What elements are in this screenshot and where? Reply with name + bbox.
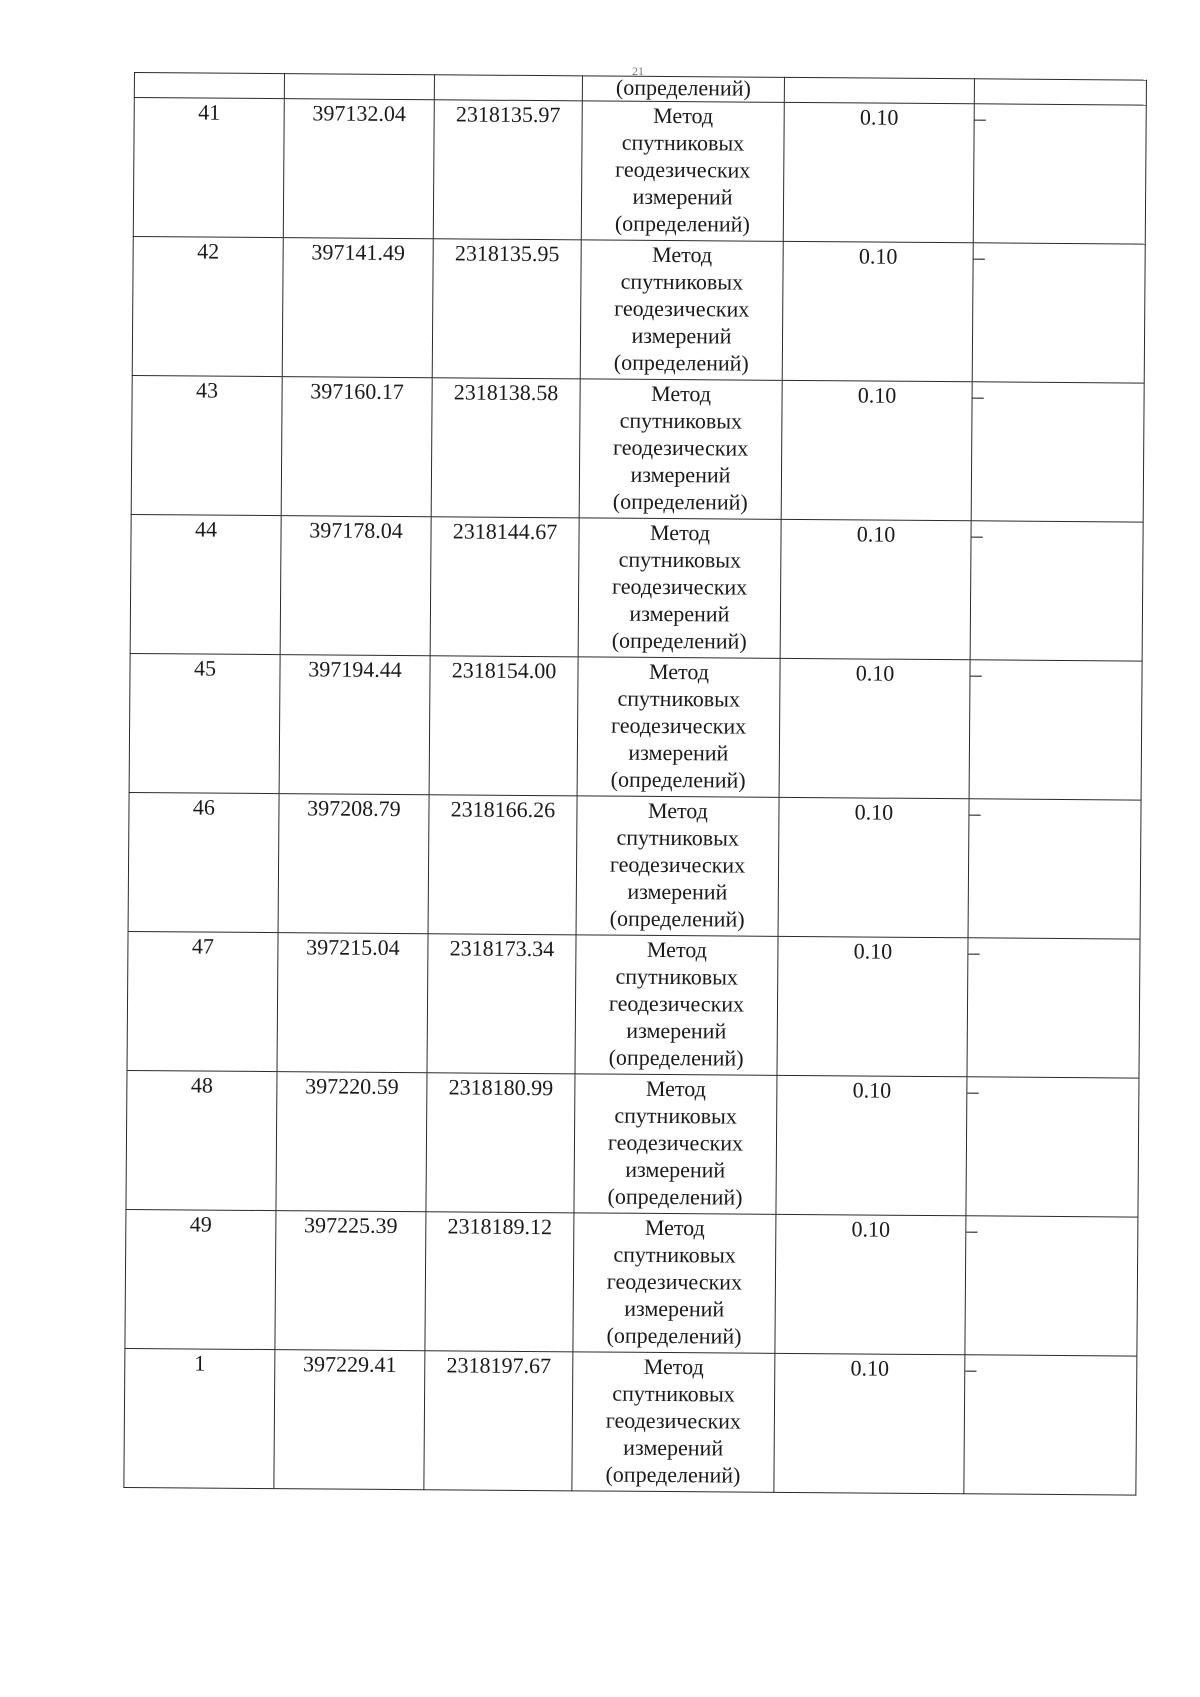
x-coordinate-cell: 397229.41 xyxy=(274,1350,425,1490)
x-coordinate-cell: 397160.17 xyxy=(281,377,432,517)
method-cell xyxy=(573,1213,776,1354)
method-line: измерений xyxy=(629,600,730,627)
accuracy-cell: 0.10 xyxy=(780,519,971,659)
accuracy-cell: 0.10 xyxy=(781,380,972,520)
description-cell: – xyxy=(970,521,1143,661)
table-row xyxy=(127,931,1140,1078)
cell-empty xyxy=(784,77,974,103)
accuracy-cell: 0.10 xyxy=(783,102,974,242)
point-number-cell: 49 xyxy=(125,1209,276,1349)
method-line: (определений) xyxy=(608,1044,744,1071)
x-coordinate-cell: 397141.49 xyxy=(282,238,433,378)
cell-empty xyxy=(284,74,434,100)
table-row xyxy=(131,375,1144,522)
y-coordinate-cell: 2318197.67 xyxy=(424,1351,573,1491)
accuracy-cell: 0.10 xyxy=(774,1353,965,1493)
method-line: спутниковых xyxy=(620,268,744,295)
method-line: (определений) xyxy=(606,1322,742,1349)
x-coordinate-cell: 397208.79 xyxy=(278,794,429,934)
description-cell: – xyxy=(969,660,1142,800)
x-coordinate-cell: 397220.59 xyxy=(276,1072,427,1212)
description-cell: – xyxy=(972,243,1145,383)
method-line: измерений xyxy=(626,1017,727,1044)
point-number-cell: 46 xyxy=(128,792,279,932)
method-line: измерений xyxy=(625,1156,726,1183)
method-line: Метод xyxy=(646,936,707,963)
y-coordinate-cell: 2318135.95 xyxy=(432,239,581,379)
accuracy-cell: 0.10 xyxy=(776,1075,967,1215)
method-cell xyxy=(576,796,779,937)
method-cell xyxy=(579,379,782,520)
accuracy-cell: 0.10 xyxy=(775,1214,966,1354)
point-number-cell: 43 xyxy=(131,375,282,515)
point-number-cell: 44 xyxy=(130,514,281,654)
point-number-cell: 41 xyxy=(133,98,284,238)
point-number-cell: 42 xyxy=(132,236,283,376)
table-body xyxy=(124,73,1147,1496)
method-line: геодезических xyxy=(614,295,750,322)
method-line: Метод xyxy=(651,380,712,407)
y-coordinate-cell: 2318173.34 xyxy=(427,934,576,1074)
method-cell xyxy=(578,518,781,659)
y-coordinate-cell: 2318154.00 xyxy=(429,656,578,796)
method-line: измерений xyxy=(627,878,728,905)
x-coordinate-cell: 397194.44 xyxy=(279,655,430,795)
table-row xyxy=(130,514,1143,661)
method-line: Метод xyxy=(649,519,711,546)
method-cell xyxy=(574,1074,777,1215)
method-line: геодезических xyxy=(609,851,746,878)
y-coordinate-cell: 2318189.12 xyxy=(425,1212,574,1352)
cell-empty xyxy=(134,73,284,99)
cell-empty xyxy=(434,75,582,101)
y-coordinate-cell: 2318144.67 xyxy=(430,517,579,657)
description-cell: – xyxy=(973,104,1146,244)
method-line: спутниковых xyxy=(616,824,740,851)
description-cell: – xyxy=(965,1216,1138,1356)
method-line: спутниковых xyxy=(619,407,743,434)
table-row xyxy=(133,98,1146,245)
method-line: спутниковых xyxy=(612,1380,735,1407)
method-line: измерений xyxy=(632,183,733,210)
accuracy-cell: 0.10 xyxy=(777,936,968,1076)
y-coordinate-cell: 2318138.58 xyxy=(431,378,580,518)
method-line: геодезических xyxy=(606,1268,743,1295)
method-cell xyxy=(572,1352,775,1493)
y-coordinate-cell: 2318180.99 xyxy=(426,1073,575,1213)
method-line: Метод xyxy=(643,1353,704,1380)
method-cell xyxy=(580,240,783,381)
method-line: Метод xyxy=(644,1214,705,1241)
table-row xyxy=(126,1070,1139,1217)
method-line: измерений xyxy=(624,1295,725,1322)
point-number-cell: 48 xyxy=(126,1070,277,1210)
method-line: Метод xyxy=(645,1075,706,1102)
method-line: (определений) xyxy=(613,349,749,376)
method-line: Метод xyxy=(647,797,709,824)
method-line: спутниковых xyxy=(614,1102,737,1129)
method-line: спутниковых xyxy=(615,963,739,990)
method-line: Метод xyxy=(653,102,714,129)
method-continuation-cell: (определений) xyxy=(582,76,784,103)
cell-empty xyxy=(974,79,1146,105)
accuracy-cell: 0.10 xyxy=(778,797,969,937)
method-line: геодезических xyxy=(611,573,748,600)
method-line: геодезических xyxy=(613,434,749,461)
x-coordinate-cell: 397225.39 xyxy=(275,1211,426,1351)
description-cell: – xyxy=(966,1077,1139,1217)
table-row xyxy=(129,653,1142,800)
method-line: спутниковых xyxy=(617,685,741,712)
x-coordinate-cell: 397132.04 xyxy=(283,99,434,239)
method-line: спутниковых xyxy=(613,1241,736,1268)
table-row xyxy=(128,792,1141,939)
method-line: измерений xyxy=(628,739,729,766)
method-line: (определений) xyxy=(614,210,750,237)
method-line: геодезических xyxy=(615,156,751,183)
y-coordinate-cell: 2318135.97 xyxy=(433,100,582,240)
method-line: Метод xyxy=(652,241,713,268)
point-number-cell: 1 xyxy=(124,1348,275,1488)
x-coordinate-cell: 397178.04 xyxy=(280,516,431,656)
method-line: измерений xyxy=(623,1434,724,1461)
method-line: измерений xyxy=(630,461,731,488)
description-cell: – xyxy=(964,1355,1137,1495)
method-line: (определений) xyxy=(609,905,745,932)
method-line: спутниковых xyxy=(618,546,742,573)
method-line: (определений) xyxy=(605,1461,741,1488)
accuracy-cell: 0.10 xyxy=(779,658,970,798)
description-cell: – xyxy=(967,938,1140,1078)
method-cell xyxy=(581,101,784,242)
method-line: (определений) xyxy=(607,1183,743,1210)
method-cell xyxy=(575,935,778,1076)
method-line: геодезических xyxy=(610,712,747,739)
point-number-cell: 45 xyxy=(129,653,280,793)
table-row xyxy=(124,1348,1137,1495)
table-wrapper xyxy=(123,72,1146,1496)
method-line: Метод xyxy=(648,658,710,685)
description-cell: – xyxy=(971,382,1144,522)
method-line: (определений) xyxy=(611,627,747,654)
method-line: геодезических xyxy=(608,990,745,1017)
method-line: измерений xyxy=(631,322,732,349)
method-line: (определений) xyxy=(612,488,748,515)
table-row xyxy=(125,1209,1138,1356)
method-line: спутниковых xyxy=(621,129,745,156)
method-line: геодезических xyxy=(607,1129,744,1156)
method-cell xyxy=(577,657,780,798)
table-row xyxy=(132,236,1145,383)
method-line: геодезических xyxy=(605,1407,742,1434)
point-number-cell: 47 xyxy=(127,931,278,1071)
method-line: (определений) xyxy=(610,766,746,793)
coordinates-table xyxy=(123,72,1147,1496)
description-cell: – xyxy=(968,799,1141,939)
y-coordinate-cell: 2318166.26 xyxy=(428,795,577,935)
accuracy-cell: 0.10 xyxy=(782,241,973,381)
x-coordinate-cell: 397215.04 xyxy=(277,933,428,1073)
page-number: 21 xyxy=(632,64,644,78)
